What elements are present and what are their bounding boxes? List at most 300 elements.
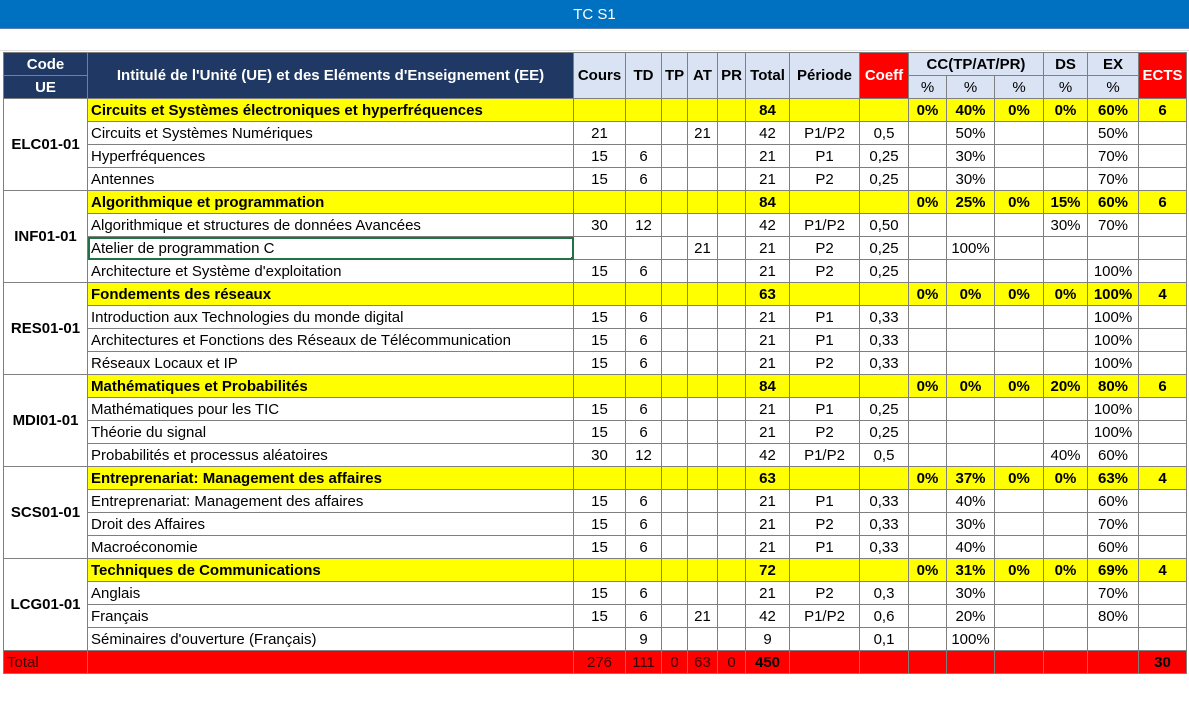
ee-at[interactable]: 21: [688, 237, 718, 260]
ee-pr[interactable]: [718, 260, 746, 283]
ee-cours[interactable]: 30: [574, 444, 626, 467]
ee-c3[interactable]: [995, 536, 1044, 559]
ee-td[interactable]: [626, 122, 662, 145]
ee-cours[interactable]: 15: [574, 352, 626, 375]
ue-cell[interactable]: [860, 283, 909, 306]
ee-total[interactable]: 21: [746, 145, 790, 168]
ee-name[interactable]: Hyperfréquences: [88, 145, 574, 168]
ee-pr[interactable]: [718, 237, 746, 260]
ue-ex[interactable]: 100%: [1088, 283, 1139, 306]
ee-ex[interactable]: 70%: [1088, 168, 1139, 191]
ee-td[interactable]: 6: [626, 306, 662, 329]
ee-c1[interactable]: [909, 628, 947, 651]
ue-cell[interactable]: [574, 283, 626, 306]
ee-at[interactable]: [688, 306, 718, 329]
ee-tp[interactable]: [662, 444, 688, 467]
ee-name[interactable]: Antennes: [88, 168, 574, 191]
ue-cell[interactable]: [688, 467, 718, 490]
ee-c2[interactable]: [947, 214, 995, 237]
ee-c2[interactable]: 40%: [947, 536, 995, 559]
ue-c3[interactable]: 0%: [995, 99, 1044, 122]
ee-ects[interactable]: [1139, 536, 1187, 559]
ee-c1[interactable]: [909, 490, 947, 513]
ee-total[interactable]: 42: [746, 214, 790, 237]
ue-cell[interactable]: [860, 467, 909, 490]
ee-ex[interactable]: 100%: [1088, 352, 1139, 375]
ee-at[interactable]: [688, 352, 718, 375]
ee-ds[interactable]: [1044, 421, 1088, 444]
ue-c1[interactable]: 0%: [909, 559, 947, 582]
ue-ds[interactable]: 0%: [1044, 283, 1088, 306]
ue-c2[interactable]: 40%: [947, 99, 995, 122]
ee-ects[interactable]: [1139, 214, 1187, 237]
ee-c3[interactable]: [995, 329, 1044, 352]
ue-cell[interactable]: [718, 283, 746, 306]
ee-td[interactable]: 6: [626, 398, 662, 421]
ee-coeff[interactable]: 0,25: [860, 145, 909, 168]
ee-c1[interactable]: [909, 306, 947, 329]
ee-cours[interactable]: 15: [574, 490, 626, 513]
ee-c1[interactable]: [909, 421, 947, 444]
ee-coeff[interactable]: 0,25: [860, 260, 909, 283]
ue-cell[interactable]: [718, 191, 746, 214]
ee-ex[interactable]: 70%: [1088, 145, 1139, 168]
ee-c3[interactable]: [995, 145, 1044, 168]
ue-c2[interactable]: 0%: [947, 283, 995, 306]
ee-ex[interactable]: [1088, 237, 1139, 260]
ue-total[interactable]: 63: [746, 467, 790, 490]
ue-cell[interactable]: [626, 559, 662, 582]
ue-cell[interactable]: [688, 375, 718, 398]
ee-at[interactable]: [688, 444, 718, 467]
ee-coeff[interactable]: 0,33: [860, 329, 909, 352]
ee-cours[interactable]: 15: [574, 168, 626, 191]
ee-pr[interactable]: [718, 605, 746, 628]
ee-c2[interactable]: [947, 421, 995, 444]
ee-ex[interactable]: 70%: [1088, 513, 1139, 536]
ee-ex[interactable]: 100%: [1088, 306, 1139, 329]
ee-c3[interactable]: [995, 421, 1044, 444]
ee-c2[interactable]: [947, 398, 995, 421]
ue-ds[interactable]: 0%: [1044, 467, 1088, 490]
ee-pr[interactable]: [718, 398, 746, 421]
ee-ects[interactable]: [1139, 444, 1187, 467]
ee-total[interactable]: 21: [746, 421, 790, 444]
ee-coeff[interactable]: 0,33: [860, 490, 909, 513]
total-cell[interactable]: [1044, 651, 1088, 674]
ee-tp[interactable]: [662, 122, 688, 145]
ue-c2[interactable]: 25%: [947, 191, 995, 214]
ue-total[interactable]: 84: [746, 375, 790, 398]
ee-c2[interactable]: 30%: [947, 145, 995, 168]
ee-periode[interactable]: P1/P2: [790, 605, 860, 628]
ee-name[interactable]: Circuits et Systèmes Numériques: [88, 122, 574, 145]
ee-c1[interactable]: [909, 214, 947, 237]
ee-ds[interactable]: 30%: [1044, 214, 1088, 237]
ue-cell[interactable]: [662, 375, 688, 398]
ee-tp[interactable]: [662, 352, 688, 375]
ee-total[interactable]: 21: [746, 260, 790, 283]
ee-total[interactable]: 21: [746, 398, 790, 421]
ue-cell[interactable]: [574, 559, 626, 582]
ee-total[interactable]: 21: [746, 536, 790, 559]
ee-c3[interactable]: [995, 398, 1044, 421]
ee-ds[interactable]: 40%: [1044, 444, 1088, 467]
ue-cell[interactable]: [626, 283, 662, 306]
ee-c2[interactable]: [947, 352, 995, 375]
ee-ds[interactable]: [1044, 306, 1088, 329]
total-cell[interactable]: [790, 651, 860, 674]
ue-ects[interactable]: 6: [1139, 191, 1187, 214]
total-cell[interactable]: [1088, 651, 1139, 674]
ee-name[interactable]: Atelier de programmation C: [88, 237, 574, 260]
ee-ects[interactable]: [1139, 329, 1187, 352]
ee-total[interactable]: 21: [746, 513, 790, 536]
ee-ds[interactable]: [1044, 352, 1088, 375]
ee-ds[interactable]: [1044, 513, 1088, 536]
ee-td[interactable]: 6: [626, 605, 662, 628]
ee-at[interactable]: [688, 168, 718, 191]
ee-td[interactable]: 6: [626, 329, 662, 352]
total-td[interactable]: 111: [626, 651, 662, 674]
ue-cell[interactable]: [860, 559, 909, 582]
ee-tp[interactable]: [662, 513, 688, 536]
ue-title[interactable]: Algorithmique et programmation: [88, 191, 574, 214]
ue-cell[interactable]: [790, 283, 860, 306]
ee-at[interactable]: [688, 513, 718, 536]
ue-cell[interactable]: [626, 375, 662, 398]
ee-name[interactable]: Droit des Affaires: [88, 513, 574, 536]
ee-at[interactable]: [688, 329, 718, 352]
ee-coeff[interactable]: 0,25: [860, 421, 909, 444]
ue-total[interactable]: 63: [746, 283, 790, 306]
ee-pr[interactable]: [718, 582, 746, 605]
ee-td[interactable]: 6: [626, 582, 662, 605]
ee-name[interactable]: Réseaux Locaux et IP: [88, 352, 574, 375]
ee-ex[interactable]: 60%: [1088, 490, 1139, 513]
ee-coeff[interactable]: 0,1: [860, 628, 909, 651]
ue-c3[interactable]: 0%: [995, 559, 1044, 582]
ee-c1[interactable]: [909, 329, 947, 352]
ee-periode[interactable]: P2: [790, 237, 860, 260]
ee-name[interactable]: Architecture et Système d'exploitation: [88, 260, 574, 283]
ue-total[interactable]: 84: [746, 191, 790, 214]
ee-name[interactable]: Introduction aux Technologies du monde digital: [88, 306, 574, 329]
ue-code[interactable]: INF01-01: [4, 191, 88, 283]
ee-cours[interactable]: 15: [574, 582, 626, 605]
ee-periode[interactable]: P1: [790, 329, 860, 352]
ee-ex[interactable]: 70%: [1088, 582, 1139, 605]
ee-ds[interactable]: [1044, 582, 1088, 605]
ue-code[interactable]: LCG01-01: [4, 559, 88, 651]
ue-cell[interactable]: [860, 191, 909, 214]
ee-cours[interactable]: 15: [574, 145, 626, 168]
ee-tp[interactable]: [662, 628, 688, 651]
ue-c1[interactable]: 0%: [909, 283, 947, 306]
ee-c1[interactable]: [909, 605, 947, 628]
ue-cell[interactable]: [688, 99, 718, 122]
ee-ects[interactable]: [1139, 237, 1187, 260]
ee-ds[interactable]: [1044, 605, 1088, 628]
ee-coeff[interactable]: 0,25: [860, 398, 909, 421]
ee-pr[interactable]: [718, 214, 746, 237]
ue-cell[interactable]: [626, 467, 662, 490]
ee-at[interactable]: [688, 260, 718, 283]
ee-total[interactable]: 21: [746, 490, 790, 513]
ue-cell[interactable]: [790, 191, 860, 214]
ue-cell[interactable]: [662, 191, 688, 214]
ee-periode[interactable]: P1: [790, 536, 860, 559]
ee-cours[interactable]: 30: [574, 214, 626, 237]
ee-c2[interactable]: 40%: [947, 490, 995, 513]
ee-cours[interactable]: 21: [574, 122, 626, 145]
ee-periode[interactable]: P2: [790, 582, 860, 605]
ue-total[interactable]: 84: [746, 99, 790, 122]
ee-total[interactable]: 42: [746, 605, 790, 628]
ee-ects[interactable]: [1139, 605, 1187, 628]
ee-tp[interactable]: [662, 214, 688, 237]
ee-ds[interactable]: [1044, 168, 1088, 191]
ee-c2[interactable]: 50%: [947, 122, 995, 145]
ee-ects[interactable]: [1139, 145, 1187, 168]
ue-c3[interactable]: 0%: [995, 375, 1044, 398]
ee-coeff[interactable]: 0,25: [860, 168, 909, 191]
ee-ects[interactable]: [1139, 260, 1187, 283]
ee-periode[interactable]: P2: [790, 260, 860, 283]
ee-c3[interactable]: [995, 237, 1044, 260]
ue-c2[interactable]: 31%: [947, 559, 995, 582]
ue-cell[interactable]: [860, 99, 909, 122]
ue-c3[interactable]: 0%: [995, 283, 1044, 306]
ee-name[interactable]: Français: [88, 605, 574, 628]
ue-code[interactable]: SCS01-01: [4, 467, 88, 559]
ue-ex[interactable]: 60%: [1088, 99, 1139, 122]
ee-td[interactable]: 9: [626, 628, 662, 651]
ee-c3[interactable]: [995, 490, 1044, 513]
ue-title[interactable]: Circuits et Systèmes électroniques et hyperfréquences: [88, 99, 574, 122]
ee-td[interactable]: 6: [626, 145, 662, 168]
ue-ex[interactable]: 80%: [1088, 375, 1139, 398]
ee-c1[interactable]: [909, 237, 947, 260]
ee-coeff[interactable]: 0,3: [860, 582, 909, 605]
ee-tp[interactable]: [662, 260, 688, 283]
ee-name[interactable]: Théorie du signal: [88, 421, 574, 444]
ee-td[interactable]: 12: [626, 214, 662, 237]
ee-pr[interactable]: [718, 145, 746, 168]
ee-ects[interactable]: [1139, 122, 1187, 145]
ee-ds[interactable]: [1044, 329, 1088, 352]
ue-ex[interactable]: 69%: [1088, 559, 1139, 582]
ee-tp[interactable]: [662, 145, 688, 168]
ee-total[interactable]: 21: [746, 237, 790, 260]
ue-c3[interactable]: 0%: [995, 191, 1044, 214]
ee-coeff[interactable]: 0,33: [860, 513, 909, 536]
ee-periode[interactable]: P2: [790, 513, 860, 536]
ue-ects[interactable]: 6: [1139, 99, 1187, 122]
ee-ex[interactable]: 100%: [1088, 421, 1139, 444]
ue-cell[interactable]: [688, 191, 718, 214]
total-label[interactable]: Total: [4, 651, 88, 674]
ee-td[interactable]: 12: [626, 444, 662, 467]
ee-td[interactable]: [626, 237, 662, 260]
ee-c1[interactable]: [909, 122, 947, 145]
ee-total[interactable]: 9: [746, 628, 790, 651]
ee-tp[interactable]: [662, 398, 688, 421]
ue-c2[interactable]: 37%: [947, 467, 995, 490]
ue-cell[interactable]: [718, 467, 746, 490]
ee-c2[interactable]: 30%: [947, 582, 995, 605]
ee-ds[interactable]: [1044, 398, 1088, 421]
ee-pr[interactable]: [718, 168, 746, 191]
total-cell[interactable]: [947, 651, 995, 674]
ue-title[interactable]: Techniques de Communications: [88, 559, 574, 582]
ee-c1[interactable]: [909, 513, 947, 536]
ee-ex[interactable]: 50%: [1088, 122, 1139, 145]
ee-tp[interactable]: [662, 605, 688, 628]
ee-name[interactable]: Macroéconomie: [88, 536, 574, 559]
ee-pr[interactable]: [718, 421, 746, 444]
ee-tp[interactable]: [662, 421, 688, 444]
ee-c2[interactable]: 30%: [947, 168, 995, 191]
ue-cell[interactable]: [688, 559, 718, 582]
ee-ds[interactable]: [1044, 628, 1088, 651]
ee-total[interactable]: 21: [746, 329, 790, 352]
ee-total[interactable]: 42: [746, 122, 790, 145]
ee-ects[interactable]: [1139, 582, 1187, 605]
ue-title[interactable]: Mathématiques et Probabilités: [88, 375, 574, 398]
ee-at[interactable]: [688, 214, 718, 237]
ee-c3[interactable]: [995, 122, 1044, 145]
ee-periode[interactable]: P1: [790, 490, 860, 513]
ee-c1[interactable]: [909, 168, 947, 191]
ee-c2[interactable]: 100%: [947, 237, 995, 260]
total-ects[interactable]: 30: [1139, 651, 1187, 674]
ee-c3[interactable]: [995, 513, 1044, 536]
ee-pr[interactable]: [718, 536, 746, 559]
total-cell[interactable]: [909, 651, 947, 674]
ee-coeff[interactable]: 0,33: [860, 306, 909, 329]
ue-ds[interactable]: 20%: [1044, 375, 1088, 398]
ee-c1[interactable]: [909, 352, 947, 375]
ee-ex[interactable]: 100%: [1088, 329, 1139, 352]
ee-coeff[interactable]: 0,25: [860, 237, 909, 260]
ue-ects[interactable]: 4: [1139, 283, 1187, 306]
ee-periode[interactable]: P1: [790, 398, 860, 421]
ee-pr[interactable]: [718, 628, 746, 651]
ue-cell[interactable]: [626, 191, 662, 214]
ee-c2[interactable]: [947, 306, 995, 329]
ue-cell[interactable]: [688, 283, 718, 306]
ee-periode[interactable]: P1: [790, 145, 860, 168]
ue-c1[interactable]: 0%: [909, 99, 947, 122]
ee-ds[interactable]: [1044, 145, 1088, 168]
ue-title[interactable]: Entreprenariat: Management des affaires: [88, 467, 574, 490]
ee-tp[interactable]: [662, 536, 688, 559]
ee-pr[interactable]: [718, 122, 746, 145]
ue-ects[interactable]: 4: [1139, 467, 1187, 490]
ue-c1[interactable]: 0%: [909, 191, 947, 214]
ee-total[interactable]: 21: [746, 306, 790, 329]
ue-cell[interactable]: [574, 467, 626, 490]
ee-c1[interactable]: [909, 444, 947, 467]
ee-td[interactable]: 6: [626, 421, 662, 444]
ee-pr[interactable]: [718, 352, 746, 375]
ue-cell[interactable]: [626, 99, 662, 122]
ue-c2[interactable]: 0%: [947, 375, 995, 398]
ee-ects[interactable]: [1139, 490, 1187, 513]
ee-cours[interactable]: 15: [574, 421, 626, 444]
ee-at[interactable]: [688, 628, 718, 651]
ee-ex[interactable]: 100%: [1088, 398, 1139, 421]
ee-ects[interactable]: [1139, 306, 1187, 329]
ee-c2[interactable]: [947, 260, 995, 283]
ue-cell[interactable]: [790, 99, 860, 122]
ee-td[interactable]: 6: [626, 536, 662, 559]
ee-c2[interactable]: [947, 444, 995, 467]
ee-total[interactable]: 21: [746, 582, 790, 605]
ee-c3[interactable]: [995, 444, 1044, 467]
ee-name[interactable]: Entreprenariat: Management des affaires: [88, 490, 574, 513]
ue-cell[interactable]: [574, 375, 626, 398]
ee-ds[interactable]: [1044, 260, 1088, 283]
ee-ects[interactable]: [1139, 398, 1187, 421]
ee-cours[interactable]: [574, 628, 626, 651]
ue-cell[interactable]: [790, 375, 860, 398]
ee-periode[interactable]: P2: [790, 421, 860, 444]
ee-c1[interactable]: [909, 536, 947, 559]
ue-code[interactable]: ELC01-01: [4, 99, 88, 191]
ee-coeff[interactable]: 0,5: [860, 122, 909, 145]
ee-periode[interactable]: P1/P2: [790, 444, 860, 467]
ee-td[interactable]: 6: [626, 168, 662, 191]
ue-ds[interactable]: 0%: [1044, 559, 1088, 582]
ee-cours[interactable]: 15: [574, 260, 626, 283]
ee-tp[interactable]: [662, 306, 688, 329]
ue-cell[interactable]: [662, 283, 688, 306]
ue-cell[interactable]: [662, 559, 688, 582]
ee-c2[interactable]: 100%: [947, 628, 995, 651]
ue-cell[interactable]: [662, 467, 688, 490]
ee-c3[interactable]: [995, 352, 1044, 375]
ee-ects[interactable]: [1139, 628, 1187, 651]
total-cell[interactable]: [860, 651, 909, 674]
ee-cours[interactable]: 15: [574, 605, 626, 628]
ee-ex[interactable]: 100%: [1088, 260, 1139, 283]
ee-ex[interactable]: 80%: [1088, 605, 1139, 628]
ee-ex[interactable]: 60%: [1088, 536, 1139, 559]
ee-ex[interactable]: 60%: [1088, 444, 1139, 467]
ee-ds[interactable]: [1044, 122, 1088, 145]
ue-cell[interactable]: [860, 375, 909, 398]
ue-ex[interactable]: 60%: [1088, 191, 1139, 214]
ue-code[interactable]: MDI01-01: [4, 375, 88, 467]
ee-periode[interactable]: P2: [790, 352, 860, 375]
ee-pr[interactable]: [718, 306, 746, 329]
total-at[interactable]: 63: [688, 651, 718, 674]
ee-tp[interactable]: [662, 168, 688, 191]
ee-c2[interactable]: 30%: [947, 513, 995, 536]
ee-c2[interactable]: 20%: [947, 605, 995, 628]
ue-cell[interactable]: [790, 559, 860, 582]
ee-cours[interactable]: [574, 237, 626, 260]
total-cell[interactable]: [995, 651, 1044, 674]
ee-tp[interactable]: [662, 490, 688, 513]
ee-total[interactable]: 21: [746, 352, 790, 375]
ee-pr[interactable]: [718, 444, 746, 467]
ee-cours[interactable]: 15: [574, 329, 626, 352]
ee-cours[interactable]: 15: [574, 306, 626, 329]
ee-at[interactable]: 21: [688, 605, 718, 628]
